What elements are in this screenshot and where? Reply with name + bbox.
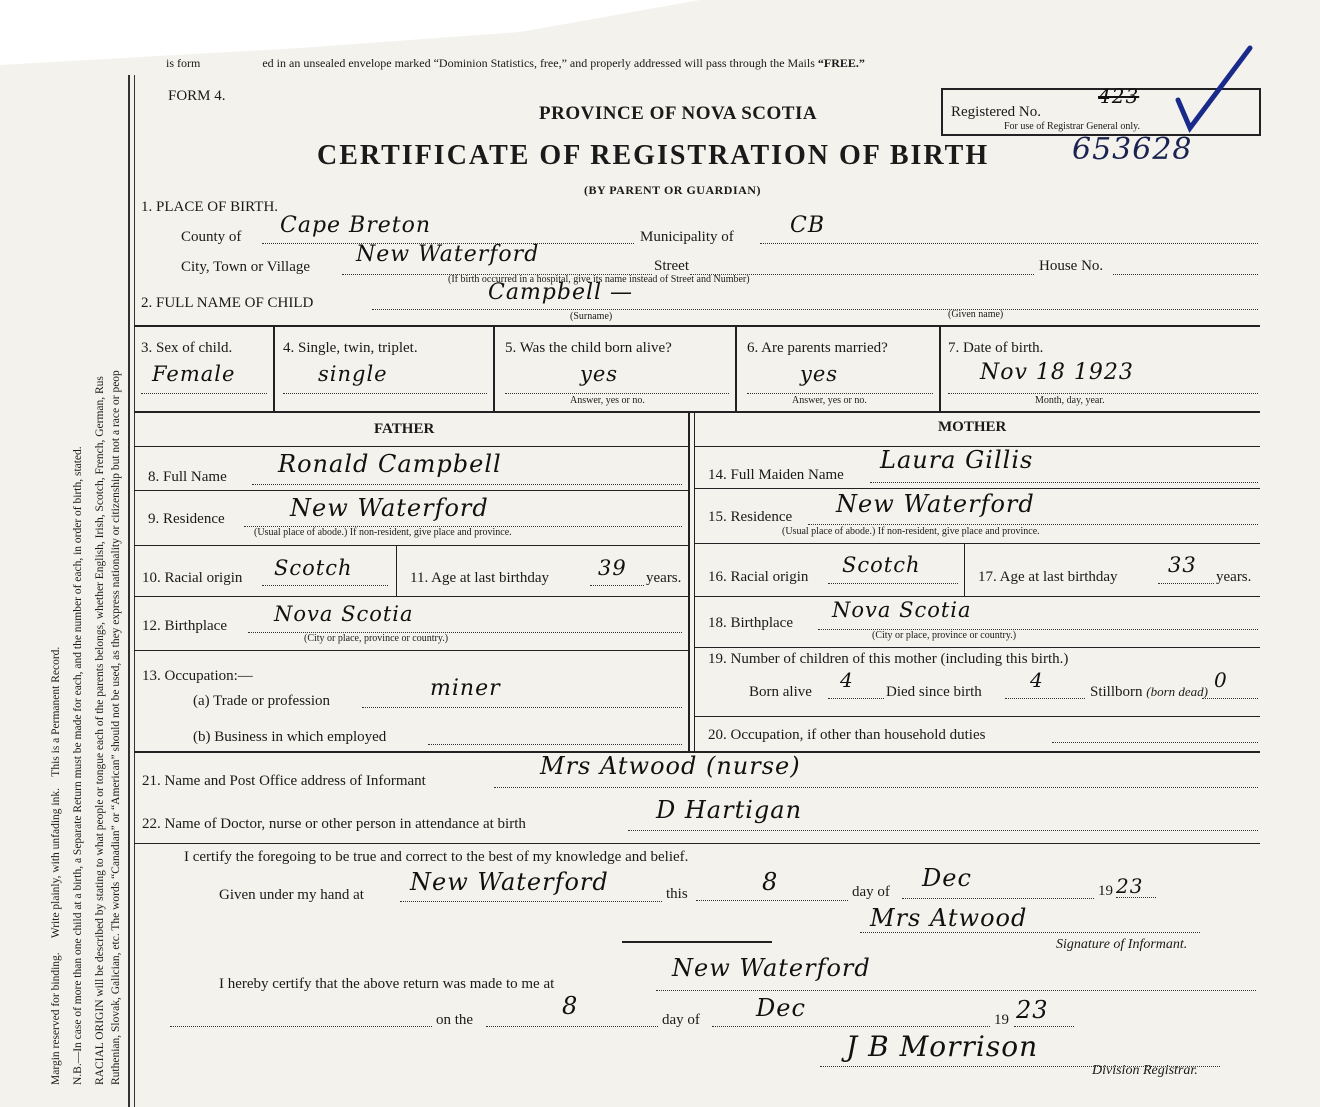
dob-note: Month, day, year. xyxy=(1035,395,1105,406)
registrar-signature: J B Morrison xyxy=(846,1030,1039,1063)
father-rule-4 xyxy=(134,650,688,651)
plurality-label: 4. Single, twin, triplet. xyxy=(283,340,418,356)
mother-age-line xyxy=(1158,583,1214,584)
mother-occupation-label: 20. Occupation, if other than household duties xyxy=(708,727,986,743)
reg-month-value: Dec xyxy=(756,994,806,1022)
divider-6-7 xyxy=(939,327,941,411)
sex-line xyxy=(141,393,267,394)
mother-occupation-line xyxy=(1052,742,1258,743)
side-note-nb: N.B.—In case of more than one child at a birth, a Separate Return must be made for each, and the number of each, in order of birth, stated. xyxy=(72,446,84,1085)
father-residence-label: 9. Residence xyxy=(148,511,225,527)
father-rule-1 xyxy=(134,490,688,491)
alive-value: yes xyxy=(580,362,619,386)
city-label: City, Town or Village xyxy=(181,259,311,275)
separator-rule xyxy=(622,941,772,943)
side-note-racial-2: Ruthenian, Slovak, Galician, etc. The words “Canadian” or “American” should not be used, as they express nationality or citizenship but not a race or peop xyxy=(110,370,122,1085)
mother-abode-note: (Usual place of abode.) If non-resident, give place and province. xyxy=(782,526,1040,537)
stillborn-value: 0 xyxy=(1214,668,1228,692)
mother-residence-label: 15. Residence xyxy=(708,509,793,525)
father-heading-rule xyxy=(134,446,688,447)
rule-row-3 xyxy=(134,325,1260,327)
father-rule-3 xyxy=(134,596,688,597)
mother-age-value: 33 xyxy=(1168,553,1197,577)
informant-signature-label: Signature of Informant. xyxy=(1056,937,1188,952)
given-place-line xyxy=(400,901,662,902)
page-subtitle: (BY PARENT OR GUARDIAN) xyxy=(584,183,761,197)
form-number: FORM 4. xyxy=(168,88,226,104)
given-place-value: New Waterford xyxy=(410,868,609,896)
registered-label: Registered No. xyxy=(951,104,1041,120)
day-of-label: day of xyxy=(852,884,890,900)
mail-notice xyxy=(166,56,865,71)
father-age-value: 39 xyxy=(598,556,627,580)
informant-line xyxy=(494,787,1258,788)
mother-name-line xyxy=(870,482,1258,483)
county-label: County of xyxy=(181,229,242,245)
mother-age-label: 17. Age at last birthday xyxy=(978,569,1118,585)
binding-rule-inner xyxy=(134,75,135,1107)
mother-rule-1 xyxy=(694,488,1260,489)
mother-rule-3 xyxy=(694,596,1260,597)
year-line xyxy=(1116,897,1156,898)
father-birthplace-note: (City or place, province or country.) xyxy=(304,633,449,644)
children-label: 19. Number of children of this mother (including this birth.) xyxy=(708,651,1069,667)
alive-line xyxy=(505,393,729,394)
mother-racial-value: Scotch xyxy=(842,553,921,577)
mother-racial-line xyxy=(828,583,958,584)
day-value: 8 xyxy=(762,868,779,896)
on-the-label: on the xyxy=(436,1012,474,1028)
divider-4-5 xyxy=(493,327,495,411)
informant-label: 21. Name and Post Office address of Informant xyxy=(142,773,426,789)
business-label: (b) Business in which employed xyxy=(193,729,387,745)
side-note-margin xyxy=(50,647,62,1085)
married-label: 6. Are parents married? xyxy=(747,340,888,356)
sex-label: 3. Sex of child. xyxy=(141,340,233,356)
day-line xyxy=(696,900,848,901)
mother-rule-4 xyxy=(694,647,1260,648)
side-write-text: Write plainly, with unfading ink. xyxy=(50,787,62,939)
doctor-line xyxy=(628,830,1258,831)
died-label: Died since birth xyxy=(886,684,982,700)
side-note-racial-1: RACIAL ORIGIN will be described by stating to what people or tongue each of the parents belongs, whether English, Irish, Scotch, French, German, Rus xyxy=(94,376,106,1085)
surname-value: Campbell — xyxy=(488,280,634,305)
municipality-line xyxy=(760,243,1258,244)
binding-rule xyxy=(128,75,130,1107)
place-of-birth-label: 1. PLACE OF BIRTH. xyxy=(141,199,279,215)
rule-certify xyxy=(134,843,1260,844)
side-permanent-text: This is a Permanent Record. xyxy=(50,646,62,777)
this-label: this xyxy=(666,886,688,902)
given-label: Given under my hand at xyxy=(219,887,364,903)
registered-struck: 423 xyxy=(1098,84,1140,108)
reg-month-line xyxy=(712,1026,990,1027)
given-name-label: (Given name) xyxy=(948,309,1004,320)
father-age-label: 11. Age at last birthday xyxy=(410,570,549,586)
father-years: years. xyxy=(646,570,682,586)
month-line xyxy=(902,898,1094,899)
notice-text: ed in an unsealed envelope marked “Dominion Statistics, free,” and properly addressed will pass through the Mails xyxy=(262,56,815,70)
father-racial-line xyxy=(262,585,388,586)
informant-value: Mrs Atwood (nurse) xyxy=(540,752,801,780)
father-occupation-label: 13. Occupation:— xyxy=(142,668,253,684)
notice-prefix: is form xyxy=(166,56,201,70)
mother-name-label: 14. Full Maiden Name xyxy=(708,467,844,483)
alive-note: Answer, yes or no. xyxy=(570,395,645,406)
stillborn-label xyxy=(1090,684,1208,701)
page-title: CERTIFICATE OF REGISTRATION OF BIRTH xyxy=(317,140,990,171)
year-prefix: 19 xyxy=(1098,883,1113,899)
reg-day-line xyxy=(486,1026,658,1027)
father-abode-note: (Usual place of abode.) If non-resident, give place and province. xyxy=(254,527,512,538)
mother-rule-5 xyxy=(694,716,1260,717)
mother-heading: MOTHER xyxy=(938,419,1007,435)
trade-value: miner xyxy=(430,676,501,701)
year-value: 23 xyxy=(1116,874,1144,898)
reg-year-line xyxy=(1014,1026,1074,1027)
father-heading: FATHER xyxy=(374,421,435,437)
father-name-label: 8. Full Name xyxy=(148,469,227,485)
side-margin-text: Margin reserved for binding. xyxy=(50,952,62,1085)
divider-5-6 xyxy=(735,327,737,411)
reg-year-prefix: 19 xyxy=(994,1012,1009,1028)
registrar-place-value: New Waterford xyxy=(672,954,871,982)
mother-racial-label: 16. Racial origin xyxy=(708,569,809,585)
parents-divider xyxy=(688,413,690,751)
mother-years: years. xyxy=(1216,569,1252,585)
informant-signature-line xyxy=(860,932,1200,933)
municipality-label: Municipality of xyxy=(640,229,734,245)
house-label: House No. xyxy=(1039,258,1104,274)
born-alive-line xyxy=(828,698,884,699)
mother-birthplace-note: (City or place, province or country.) xyxy=(872,630,1017,641)
street-label: Street xyxy=(654,258,689,274)
registrar-certify-text: I hereby certify that the above return was made to me at xyxy=(219,976,555,992)
father-name-value: Ronald Campbell xyxy=(278,450,502,478)
reg-day-of-label: day of xyxy=(662,1012,700,1028)
father-racial-divider xyxy=(396,546,397,596)
registrar-label: Division Registrar. xyxy=(1092,1063,1198,1078)
father-name-line xyxy=(252,484,682,485)
reg-year-value: 23 xyxy=(1016,996,1049,1024)
full-name-line xyxy=(372,309,1258,310)
business-line xyxy=(428,744,682,745)
father-birthplace-label: 12. Birthplace xyxy=(142,618,227,634)
municipality-value: CB xyxy=(790,213,825,238)
dob-label: 7. Date of birth. xyxy=(948,340,1044,356)
trade-label: (a) Trade or profession xyxy=(193,693,331,709)
checkmark-icon xyxy=(1170,42,1260,134)
father-age-line xyxy=(590,585,644,586)
parents-divider-inner xyxy=(694,413,695,751)
surname-label: (Surname) xyxy=(570,311,613,322)
mother-name-value: Laura Gillis xyxy=(880,446,1034,474)
alive-label: 5. Was the child born alive? xyxy=(505,340,672,356)
died-value: 4 xyxy=(1030,668,1044,692)
registered-number: 653628 xyxy=(1072,132,1193,167)
stillborn-label-text: Stillborn xyxy=(1090,684,1143,700)
mother-residence-value: New Waterford xyxy=(836,490,1035,518)
father-rule-2 xyxy=(134,545,688,546)
father-residence-value: New Waterford xyxy=(290,494,489,522)
plurality-value: single xyxy=(318,362,388,386)
province-heading: PROVINCE OF NOVA SCOTIA xyxy=(539,103,818,124)
sex-value: Female xyxy=(152,362,236,386)
county-value: Cape Breton xyxy=(280,213,432,238)
doctor-value: D Hartigan xyxy=(656,796,803,824)
mother-residence-line xyxy=(808,524,1258,525)
certify-text: I certify the foregoing to be true and correct to the best of my knowledge and belief. xyxy=(184,849,689,865)
married-value: yes xyxy=(800,362,839,386)
mother-rule-2 xyxy=(694,543,1260,544)
stillborn-note: (born dead) xyxy=(1146,684,1209,699)
born-alive-value: 4 xyxy=(840,668,854,692)
died-line xyxy=(1005,698,1085,699)
month-value: Dec xyxy=(922,864,972,892)
father-racial-label: 10. Racial origin xyxy=(142,570,243,586)
registrar-lead-line xyxy=(170,1026,432,1027)
mother-birthplace-value: Nova Scotia xyxy=(832,598,972,622)
plurality-line xyxy=(283,393,487,394)
trade-line xyxy=(362,707,682,708)
dob-value: Nov 18 1923 xyxy=(980,360,1134,385)
born-alive-label: Born alive xyxy=(749,684,812,700)
registrar-place-line xyxy=(656,990,1256,991)
rule-parents xyxy=(134,411,1260,413)
hospital-note: (If birth occurred in a hospital, give its name instead of Street and Number) xyxy=(448,274,750,285)
father-racial-value: Scotch xyxy=(274,556,353,580)
father-birthplace-value: Nova Scotia xyxy=(274,602,414,626)
doctor-label: 22. Name of Doctor, nurse or other person in attendance at birth xyxy=(142,816,526,832)
married-note: Answer, yes or no. xyxy=(792,395,867,406)
mother-birthplace-label: 18. Birthplace xyxy=(708,615,793,631)
mother-racial-divider xyxy=(964,544,965,596)
divider-3-4 xyxy=(273,327,275,411)
informant-signature: Mrs Atwood xyxy=(870,904,1028,932)
dob-line xyxy=(948,393,1258,394)
married-line xyxy=(747,393,933,394)
full-name-label: 2. FULL NAME OF CHILD xyxy=(141,295,314,311)
reg-day-value: 8 xyxy=(562,992,579,1020)
house-line xyxy=(1113,274,1258,275)
registrar-note: For use of Registrar General only. xyxy=(1004,121,1140,132)
city-value: New Waterford xyxy=(356,242,540,267)
stillborn-line xyxy=(1202,698,1258,699)
notice-free: “FREE.” xyxy=(817,56,865,70)
